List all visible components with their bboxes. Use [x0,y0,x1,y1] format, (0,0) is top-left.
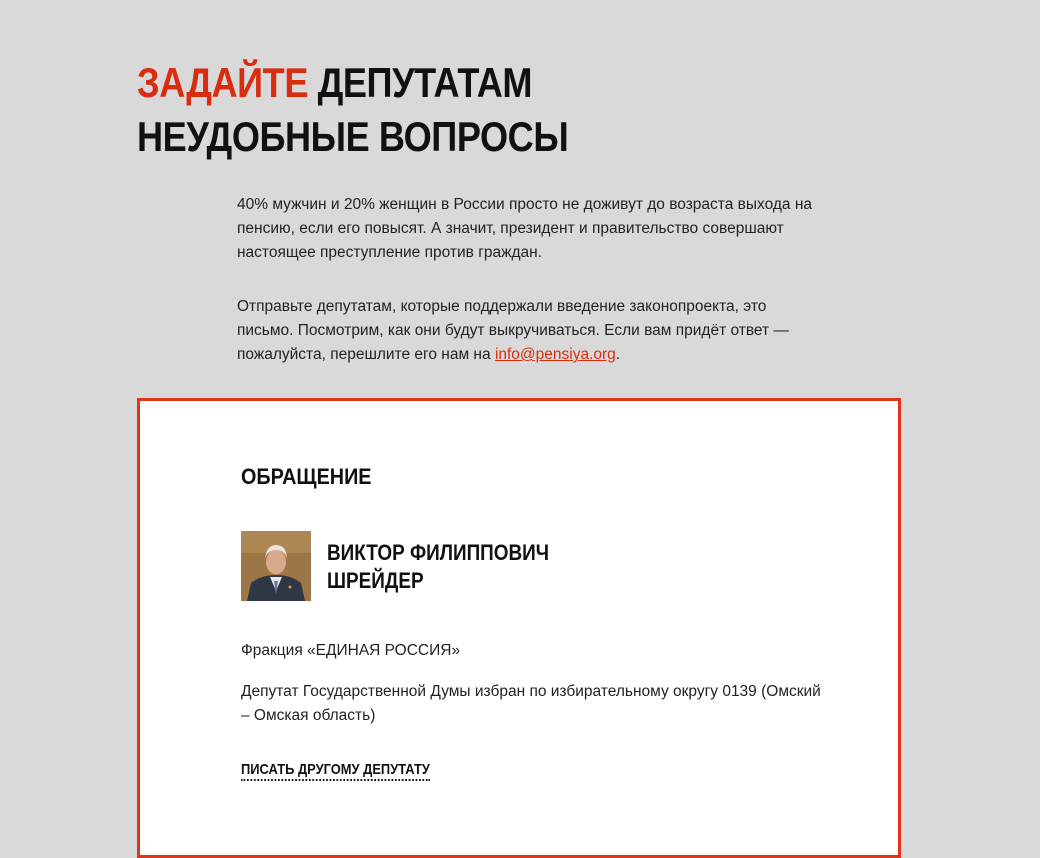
appeal-title: ОБРАЩЕНИЕ [241,464,372,489]
intro-paragraph-1: 40% мужчин и 20% женщин в России просто не доживут до возраста выхода на пенсию, если его повысят. А значит, президент и правительство совершают настоящее преступление против граждан. [237,196,813,261]
deputy-photo [241,531,311,601]
intro-paragraph-2-end: . [615,346,621,363]
deputy-portrait-icon [241,531,311,601]
intro-paragraph-2 [237,295,827,367]
headline-accent-word: ЗАДАЙТЕ [137,59,308,106]
intro-text [237,193,827,397]
email-link[interactable]: info@pensiya.org [494,346,616,363]
page-headline [137,56,568,164]
headline-first-line-rest: ДЕПУТАТАМ [307,59,533,106]
deputy-faction: Фракция «ЕДИНАЯ РОССИЯ» [241,642,461,659]
intro-paragraph-2-text: Отправьте депутатам, которые поддержали введение законопроекта, это письмо. Посмотрим, как они будут выкручиваться. Если вам придёт ответ — пожалуйста, перешлите его нам на [237,298,789,363]
write-other-deputy-link[interactable]: ПИСАТЬ ДРУГОМУ ДЕПУТАТУ [241,761,430,781]
headline-second-line: НЕУДОБНЫЕ ВОПРОСЫ [137,113,569,160]
deputy-name-line1: ВИКТОР ФИЛИППОВИЧ [327,540,550,565]
deputy-name [327,539,549,595]
deputy-description: Депутат Государственной Думы избран по избирательному округу 0139 (Омский – Омская область) [241,683,821,724]
appeal-card [137,398,901,858]
deputy-name-line2: ШРЕЙДЕР [327,568,424,593]
